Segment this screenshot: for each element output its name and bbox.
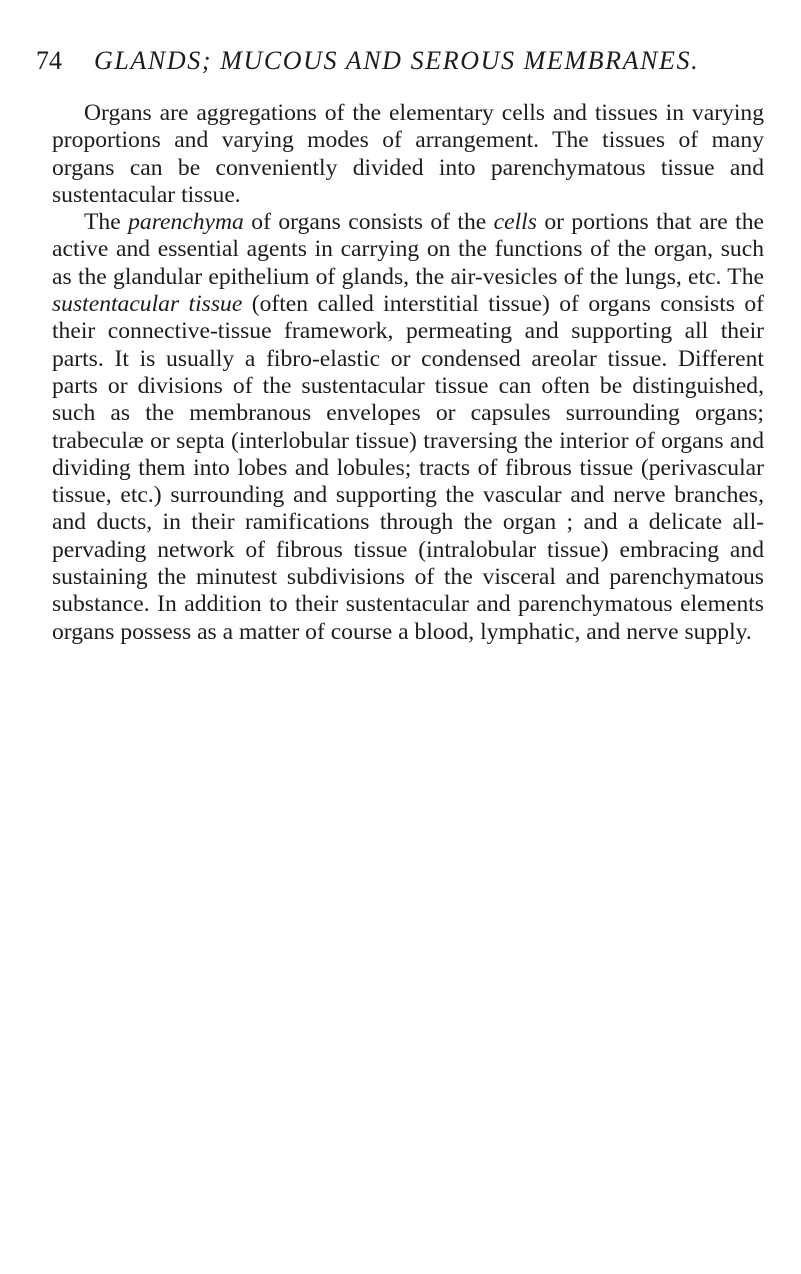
paragraph-text-segment: or portions that are the active and essential agents in carrying on the functions of the organ, such as the glandular epithelium of glands, the air-vesicles of the lungs, etc. The <box>52 209 764 290</box>
paragraph-text-segment: The <box>84 209 129 236</box>
paragraph-parenchyma-sustentacular <box>52 209 764 646</box>
page-number: 74 <box>36 46 62 75</box>
body-text <box>52 100 764 646</box>
running-head <box>36 44 776 78</box>
paragraph-organs-definition: Organs are aggregations of the elementary cells and tissues in varying proportions and varying modes of arrangement. The tissues of many organs can be conveniently divided into parenchymatous tissue and sustentacular tissue. <box>52 100 764 208</box>
paragraph-text-segment: of organs consists of the <box>243 209 494 236</box>
term-sustentacular-tissue: sustentacular tissue <box>52 291 243 318</box>
term-parenchyma: parenchyma <box>128 209 244 236</box>
paragraph-text-segment: (often called interstitial tissue) of organs consists of their connective-tissue framework, permeating and supporting all their parts. It is usually a fibro-elastic or condensed areolar tissue. Different parts or divisions of the sustentacular tissue can often be distinguished, such as the membranous envelopes or capsules surrounding organs; trabeculæ or septa (interlobular tissue) traversing the interior of organs and dividing them into lobes and lobules; tracts of fibrous tissue (perivascular tissue, etc.) surrounding and supporting the vascular and nerve branches, and ducts, in their ramifications through the organ ; and a delicate all-pervading network of fibrous tissue (intralobular tissue) embracing and sustaining the minutest subdivisions of the visceral and parenchymatous substance. In addition to their sustentacular and parenchymatous elements organs possess as a matter of course a blood, lymphatic, and nerve supply. <box>52 291 764 645</box>
running-title: GLANDS; MUCOUS AND SEROUS MEMBRANES. <box>94 46 700 75</box>
term-cells: cells <box>493 209 537 236</box>
